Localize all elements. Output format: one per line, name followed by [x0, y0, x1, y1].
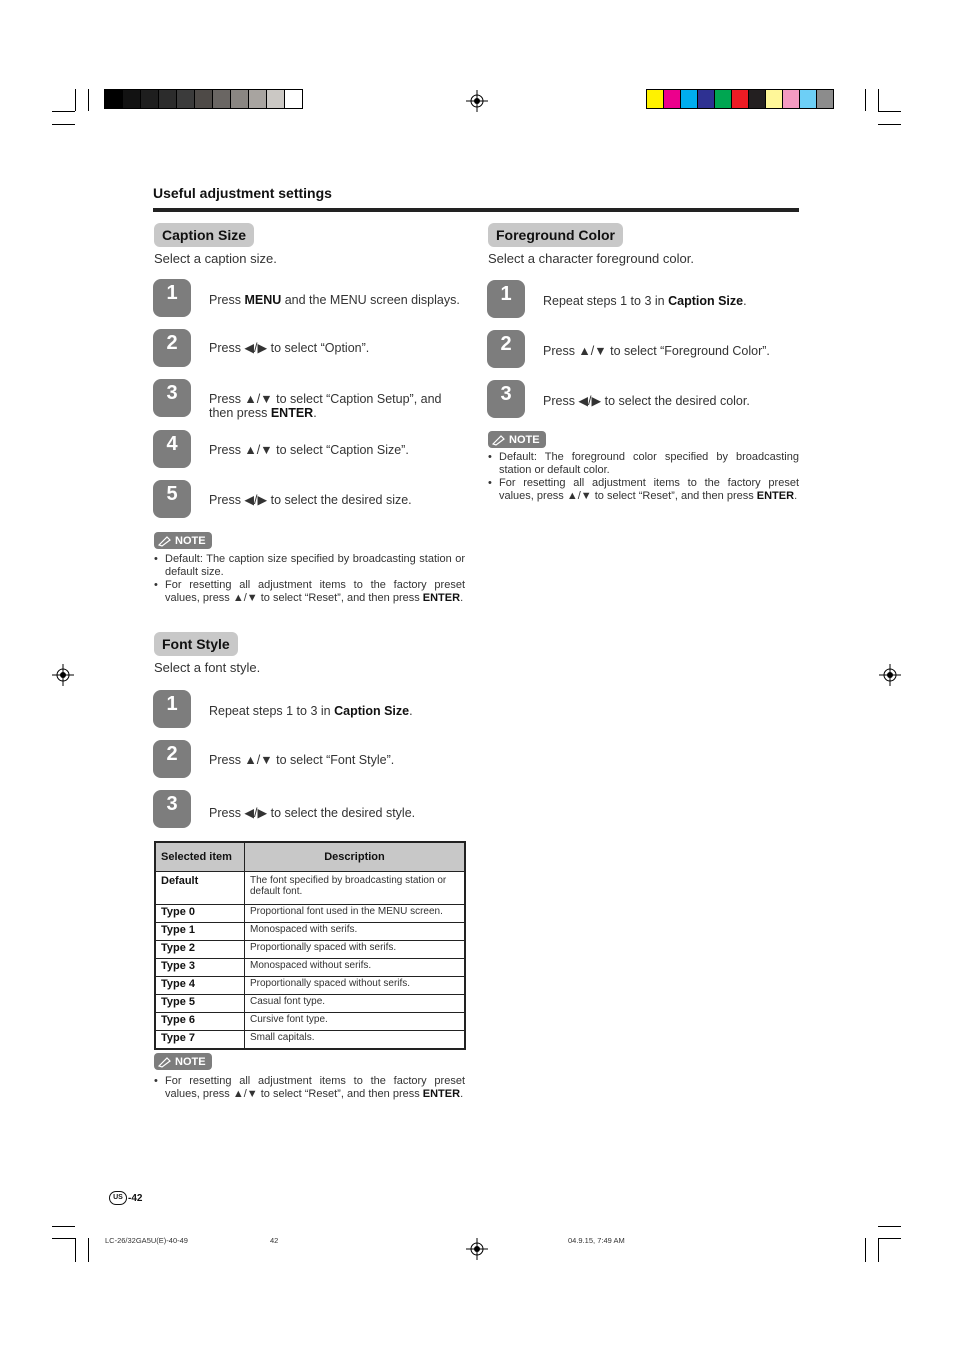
crop-mark [878, 1238, 901, 1239]
table-cell: Type 0 [155, 905, 245, 923]
crop-mark [75, 1238, 76, 1262]
step-text: Press ▲/▼ to select “Foreground Color”. [543, 344, 770, 358]
pencil-icon [158, 1056, 172, 1068]
step-badge: 3 [153, 790, 191, 828]
table-row [155, 959, 465, 977]
table-cell: Proportionally spaced with serifs. [245, 941, 466, 959]
registration-target-icon [466, 90, 488, 112]
table-cell: Type 4 [155, 977, 245, 995]
table-row [155, 1013, 465, 1031]
table-row [155, 923, 465, 941]
note-tag [488, 431, 546, 448]
color-swatch [141, 90, 159, 108]
note-item: • For resetting all adjustment items to the factory preset values, press ▲/▼ to select “Reset”, and then press ENTER. [154, 1075, 465, 1101]
foreground-color-lead: Select a character foreground color. [488, 251, 694, 266]
color-swatch [177, 90, 195, 108]
step-text: Press ◀/▶ to select the desired size. [209, 493, 412, 507]
step-badge: 2 [487, 330, 525, 368]
step-badge: 3 [487, 380, 525, 418]
table-row [155, 905, 465, 923]
color-swatch [213, 90, 231, 108]
note-item: • Default: The caption size specified by broadcasting station or default size. [154, 553, 465, 579]
color-swatch [647, 90, 664, 108]
table-cell: Type 3 [155, 959, 245, 977]
table-header-description: Description [245, 842, 466, 872]
crop-mark [878, 111, 901, 112]
page-number-text: -42 [128, 1192, 143, 1204]
crop-mark [878, 124, 901, 125]
step-text: Repeat steps 1 to 3 in Caption Size. [209, 704, 413, 718]
font-style-table [154, 841, 466, 1050]
step-text: Press ▲/▼ to select “Caption Size”. [209, 443, 409, 457]
table-header-selected-item: Selected item [155, 842, 245, 872]
step-badge: 3 [153, 379, 191, 417]
registration-target-icon [52, 664, 74, 686]
table-cell: Type 5 [155, 995, 245, 1013]
table-row [155, 1031, 465, 1050]
crop-mark [865, 89, 866, 111]
crop-mark [52, 1226, 75, 1227]
table-cell: Monospaced without serifs. [245, 959, 466, 977]
crop-mark [865, 1238, 866, 1262]
color-swatch [195, 90, 213, 108]
step-text: Press ▲/▼ to select “Font Style”. [209, 753, 395, 767]
foreground-color-notes [488, 451, 799, 503]
table-row [155, 872, 465, 905]
color-swatch [105, 90, 123, 108]
note-tag [154, 1053, 212, 1070]
note-label: NOTE [509, 433, 540, 446]
note-label: NOTE [175, 534, 206, 547]
registration-target-icon [466, 1238, 488, 1260]
crop-mark [878, 1238, 879, 1262]
table-cell: Type 7 [155, 1031, 245, 1050]
color-swatch [715, 90, 732, 108]
caption-size-heading: Caption Size [154, 223, 254, 247]
color-swatch [766, 90, 783, 108]
color-swatch [817, 90, 833, 108]
page-number [109, 1191, 142, 1205]
color-swatch [123, 90, 141, 108]
table-row [155, 995, 465, 1013]
color-swatch [698, 90, 715, 108]
table-cell: Type 2 [155, 941, 245, 959]
step-text: Press ◀/▶ to select the desired color. [543, 394, 750, 408]
color-swatch [732, 90, 749, 108]
step-badge: 2 [153, 329, 191, 367]
registration-target-icon [879, 664, 901, 686]
color-swatch [159, 90, 177, 108]
table-cell: Proportionally spaced without serifs. [245, 977, 466, 995]
color-swatch [664, 90, 681, 108]
color-swatch [285, 90, 302, 108]
crop-mark [88, 1238, 89, 1262]
crop-mark [878, 1226, 901, 1227]
table-cell: Proportional font used in the MENU screen. [245, 905, 466, 923]
color-swatch [231, 90, 249, 108]
crop-mark [878, 89, 879, 111]
table-row [155, 977, 465, 995]
step-badge: 1 [153, 279, 191, 317]
printer-file-name: LC-26/32GA5U(E)-40-49 [105, 1236, 188, 1245]
font-style-notes [154, 1075, 465, 1101]
pencil-icon [492, 434, 506, 446]
crop-mark [75, 89, 76, 111]
table-cell: Type 6 [155, 1013, 245, 1031]
step-text: Press ◀/▶ to select the desired style. [209, 806, 416, 820]
crop-mark [52, 124, 75, 125]
step-badge: 2 [153, 740, 191, 778]
note-label: NOTE [175, 1055, 206, 1068]
table-cell: Cursive font type. [245, 1013, 466, 1031]
pencil-icon [158, 535, 172, 547]
printer-page: 42 [270, 1236, 279, 1245]
crop-mark [52, 1238, 75, 1239]
note-item: • For resetting all adjustment items to the factory preset values, press ▲/▼ to select “Reset”, and then press ENTER. [488, 477, 799, 503]
table-cell: Default [155, 872, 245, 905]
table-cell: The font specified by broadcasting station or default font. [245, 872, 466, 905]
step-text: Press MENU and the MENU screen displays. [209, 293, 460, 307]
step-badge: 4 [153, 430, 191, 468]
color-swatch [267, 90, 285, 108]
font-style-lead: Select a font style. [154, 660, 261, 675]
printer-timestamp: 04.9.15, 7:49 AM [568, 1236, 625, 1245]
crop-mark [52, 111, 75, 112]
note-item: • Default: The foreground color specified by broadcasting station or default color. [488, 451, 799, 477]
table-cell: Monospaced with serifs. [245, 923, 466, 941]
page-header-title: Useful adjustment settings [153, 185, 332, 201]
region-badge: US [109, 1191, 127, 1205]
note-item: • For resetting all adjustment items to the factory preset values, press ▲/▼ to select “Reset”, and then press ENTER. [154, 579, 465, 605]
header-divider [153, 208, 799, 212]
step-text: Press ▲/▼ to select “Caption Setup”, and then press ENTER. [209, 392, 442, 420]
table-row [155, 941, 465, 959]
process-color-strip [646, 89, 834, 109]
step-text: Press ◀/▶ to select “Option”. [209, 341, 370, 355]
color-swatch [783, 90, 800, 108]
step-badge: 1 [487, 280, 525, 318]
foreground-color-heading: Foreground Color [488, 223, 623, 247]
caption-size-notes [154, 553, 465, 605]
table-cell: Type 1 [155, 923, 245, 941]
table-cell: Casual font type. [245, 995, 466, 1013]
step-text: Repeat steps 1 to 3 in Caption Size. [543, 294, 747, 308]
step-badge: 1 [153, 690, 191, 728]
caption-size-lead: Select a caption size. [154, 251, 277, 266]
gray-color-strip [104, 89, 303, 109]
color-swatch [249, 90, 267, 108]
font-style-heading: Font Style [154, 632, 238, 656]
note-tag [154, 532, 212, 549]
color-swatch [800, 90, 817, 108]
color-swatch [681, 90, 698, 108]
step-badge: 5 [153, 480, 191, 518]
table-cell: Small capitals. [245, 1031, 466, 1050]
color-swatch [749, 90, 766, 108]
crop-mark [88, 89, 89, 111]
